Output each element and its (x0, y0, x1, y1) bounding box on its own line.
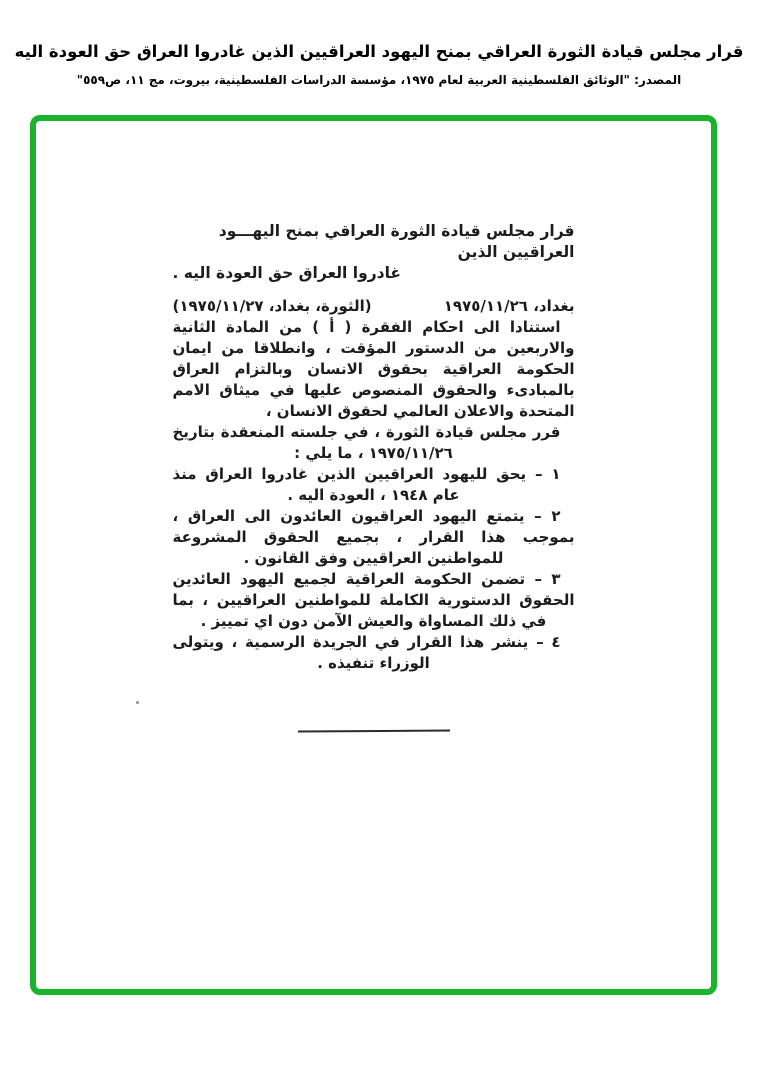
decree-dateline (173, 296, 575, 317)
page-title: قرار مجلس قيادة الثورة العراقي بمنح اليهود العراقيين الذين غادروا العراق حق العودة اليه (14, 42, 744, 61)
decree-item-2: ٢ – يتمتع اليهود العراقيون العائدون الى العراق ، بموجب هذا القرار ، بجميع الحقوق المشروعة للمواطنين العراقيين وفق القانون . (172, 507, 575, 567)
dateline-place-date: بغداد، ١٩٧٥/١١/٢٦ (443, 297, 575, 315)
page-header (0, 42, 758, 87)
decree-title (173, 221, 575, 284)
scan-artifact-dot (136, 701, 139, 704)
dateline-publication: (الثورة، بغداد، ١٩٧٥/١١/٢٧) (172, 297, 372, 315)
document-frame (30, 115, 717, 995)
decree-resolution-intro: قرر مجلس قيادة الثورة ، في جلسته المنعقدة بتاريخ ١٩٧٥/١١/٢٦ ، ما يلي : (172, 423, 561, 462)
decree-item-3: ٣ – تضمن الحكومة العراقية لجميع اليهود العائدين الحقوق الدستورية الكاملة للمواطنين العراقيين ، بما في ذلك المساواة والعيش الآمن دون اي تمييز . (172, 570, 575, 630)
source-citation: المصدر: "الوثائق الفلسطينية العربية لعام ١٩٧٥، مؤسسة الدراسات الفلسطينية، بيروت، مج ١١، ص٥٥٩" (76, 72, 682, 87)
decree-preamble: استنادا الى احكام الفقرة ( أ ) من المادة الثانية والاربعين من الدستور المؤقت ، وانطلاقا من ايمان الحكومة العراقية بحقوق الانسان وبالتزام العراق بالمبادىء والحقوق المنصوص عليها في ميثاق الامم المتحدة والاعلان العالمي لحقوق الانسان ، (172, 318, 575, 420)
decree-item-4: ٤ – ينشر هذا القرار في الجريدة الرسمية ، ويتولى الوزراء تنفيذه . (172, 633, 561, 672)
decree-title-line2: غادروا العراق حق العودة اليه . (172, 264, 402, 282)
decree-item-1: ١ – يحق لليهود العراقيين الذين غادروا العراق منذ عام ١٩٤٨ ، العودة اليه . (172, 465, 561, 504)
signature-divider-line (297, 729, 449, 732)
decree-title-line1: قرار مجلس قيادة الثورة العراقي بمنح اليهـــود العراقيين الذين (218, 222, 575, 261)
decree-text-column (173, 221, 575, 732)
